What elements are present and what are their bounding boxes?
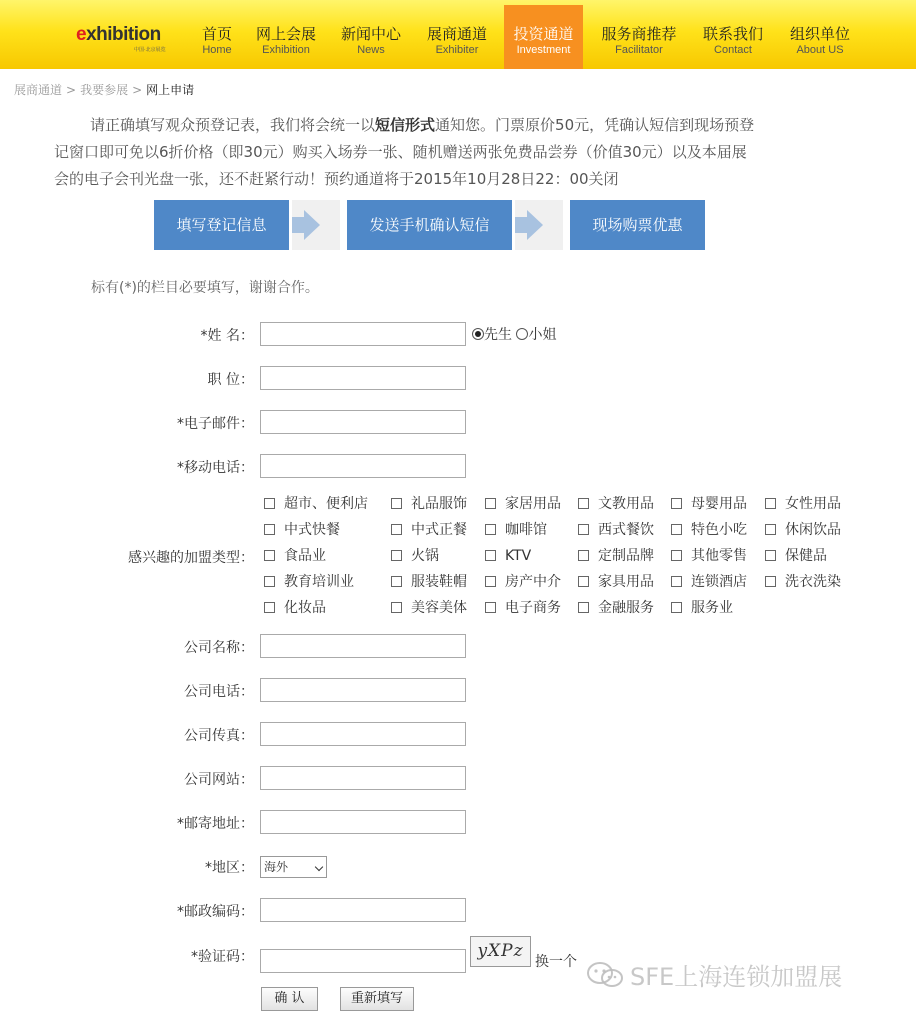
postcode-input[interactable] [260,898,466,922]
nav-news-en: News [357,44,385,56]
nav-exhibition-en: Exhibition [262,44,310,56]
interest-option[interactable]: 超市、便利店 [264,494,368,514]
intro-line-2: 记窗口即可免以6折价格（即30元）购买入场券一张、随机赠送两张免费品尝券（价值30元）以及本届展 [54,143,747,161]
radio-mr[interactable] [472,328,484,340]
checkbox[interactable] [578,524,589,535]
radio-ms-label: 小姐 [528,327,557,343]
interest-label: 感兴趣的加盟类型： [128,550,254,566]
nav-contact-label: 联系我们 [702,25,763,43]
interest-option[interactable]: 家居用品 [485,494,561,514]
region-label: *地区： [205,860,254,876]
company-phone-input[interactable] [260,678,466,702]
step-send-sms: 发送手机确认短信 [347,200,512,250]
interest-option[interactable]: 服务业 [671,598,733,618]
checkbox[interactable] [578,602,589,613]
interest-option[interactable]: 女性用品 [765,494,841,514]
company-phone-label: 公司电话： [184,684,254,700]
checkbox[interactable] [264,550,275,561]
logo-subtitle: 中国·北京展览 [134,47,166,53]
breadcrumb-current: 网上申请 [146,83,195,97]
nav-facilitator-en: Facilitator [615,44,663,56]
wechat-icon [586,961,624,989]
checkbox[interactable] [264,602,275,613]
interest-option[interactable]: 礼品服饰 [391,494,467,514]
captcha-refresh-link[interactable]: 换一个 [535,954,577,970]
interest-option[interactable]: 房产中介 [485,572,561,592]
nav-exhibiter-en: Exhibiter [435,44,479,56]
email-input[interactable] [260,410,466,434]
checkbox[interactable] [485,498,496,509]
required-note: 标有(*)的栏目必要填写，谢谢合作。 [91,280,319,296]
nav-home-label: 首页 [201,25,232,43]
checkbox[interactable] [391,524,402,535]
region-select-value: 海外 [264,860,289,874]
gender-radio-group [472,324,556,344]
checkbox[interactable] [765,524,776,535]
checkbox[interactable] [671,524,682,535]
breadcrumb-separator: > [132,83,143,97]
interest-option[interactable]: 其他零售 [671,546,747,566]
interest-option[interactable]: 保健品 [765,546,827,566]
breadcrumb-exhibiter[interactable]: 展商通道 [14,83,63,97]
nav-about-en: About US [796,44,844,56]
nav-investment[interactable] [504,5,583,69]
checkbox[interactable] [671,550,682,561]
nav-home-en: Home [202,44,232,56]
interest-option[interactable]: 连锁酒店 [671,572,747,592]
position-label: 职 位： [207,372,254,388]
radio-ms[interactable] [516,328,528,340]
interest-option[interactable]: 中式快餐 [264,520,340,540]
nav-contact[interactable] [697,5,769,69]
interest-option[interactable]: 母婴用品 [671,494,747,514]
postcode-label: *邮政编码： [177,904,254,920]
nav-home[interactable] [192,5,242,69]
interest-option[interactable]: 服装鞋帽 [391,572,467,592]
checkbox[interactable] [765,550,776,561]
address-input[interactable] [260,810,466,834]
interest-option[interactable]: 定制品牌 [578,546,654,566]
checkbox[interactable] [485,524,496,535]
site-header [0,0,916,69]
intro-text [54,112,804,193]
name-input[interactable] [260,322,466,346]
checkbox[interactable] [485,576,496,587]
checkbox[interactable] [578,576,589,587]
checkbox[interactable] [765,498,776,509]
checkbox[interactable] [391,602,402,613]
interest-option[interactable]: 洗衣洗染 [765,572,841,592]
step-fill-info: 填写登记信息 [154,200,289,250]
interest-option[interactable]: 文教用品 [578,494,654,514]
intro-line-3: 会的电子会刊光盘一张，还不赶紧行动！预约通道将于2015年10月28日22：00关闭 [54,170,619,188]
interest-option[interactable]: 美容美体 [391,598,467,618]
nav-exhibiter-label: 展商通道 [426,25,487,43]
checkbox[interactable] [264,524,275,535]
position-input[interactable] [260,366,466,390]
nav-contact-en: Contact [714,44,752,56]
nav-facilitator-label: 服务商推荐 [601,25,677,43]
checkbox[interactable] [671,498,682,509]
interest-option[interactable]: 休闲饮品 [765,520,841,540]
nav-investment-label: 投资通道 [513,25,574,43]
captcha-label: *验证码： [191,949,254,965]
region-select[interactable] [260,856,327,878]
interest-option[interactable]: 食品业 [264,546,326,566]
site-logo[interactable] [76,24,176,54]
breadcrumb [14,81,194,98]
nav-exhibition-label: 网上会展 [255,25,316,43]
captcha-input[interactable] [260,949,466,973]
checkbox[interactable] [264,576,275,587]
intro-line-1: 请正确填写观众预登记表，我们将会统一以短信形式通知您。门票原价50元，凭确认短信到现场预登 [90,116,755,134]
mobile-input[interactable] [260,454,466,478]
checkbox[interactable] [765,576,776,587]
nav-exhibiter[interactable] [421,5,493,69]
checkbox[interactable] [391,498,402,509]
nav-facilitator[interactable] [595,5,683,69]
email-label: *电子邮件： [177,416,254,432]
interest-option[interactable]: 火锅 [391,546,439,566]
checkbox[interactable] [671,576,682,587]
interest-option[interactable]: 电子商务 [485,598,561,618]
mobile-label: *移动电话： [177,460,254,476]
submit-button[interactable]: 确 认 [261,987,318,1011]
nav-investment-en: Investment [516,44,571,56]
nav-news-label: 新闻中心 [340,25,401,43]
checkbox[interactable] [391,576,402,587]
company-fax-input[interactable] [260,722,466,746]
interest-option[interactable]: 咖啡馆 [485,520,547,540]
interest-option[interactable]: 金融服务 [578,598,654,618]
interest-option[interactable]: 教育培训业 [264,572,354,592]
reset-button[interactable]: 重新填写 [340,987,414,1011]
chevron-down-icon [315,863,323,871]
breadcrumb-separator: > [66,83,77,97]
interest-option[interactable]: 中式正餐 [391,520,467,540]
company-name-label: 公司名称： [184,640,254,656]
step-arrow-icon [515,200,563,250]
captcha-image[interactable]: yXPz [470,936,531,967]
company-fax-label: 公司传真： [184,728,254,744]
nav-about-label: 组织单位 [789,25,850,43]
checkbox[interactable] [485,602,496,613]
step-arrow-icon [292,200,340,250]
interest-option[interactable]: 化妆品 [264,598,326,618]
nav-about[interactable] [784,5,856,69]
interest-option[interactable]: 特色小吃 [671,520,747,540]
company-name-input[interactable] [260,634,466,658]
breadcrumb-apply[interactable]: 我要参展 [80,83,129,97]
checkbox[interactable] [578,498,589,509]
company-website-input[interactable] [260,766,466,790]
logo-text: exhibition [76,24,161,45]
nav-news[interactable] [335,5,407,69]
checkbox[interactable] [264,498,275,509]
nav-exhibition[interactable] [250,5,322,69]
interest-option[interactable]: 家具用品 [578,572,654,592]
name-label: *姓 名： [200,328,254,344]
checkbox[interactable] [671,602,682,613]
step-onsite-discount: 现场购票优惠 [570,200,705,250]
address-label: *邮寄地址： [177,816,254,832]
company-website-label: 公司网站： [184,772,254,788]
checkbox[interactable] [485,550,496,561]
watermark-text: SFE上海连锁加盟展 [630,963,843,991]
checkbox[interactable] [391,550,402,561]
checkbox[interactable] [578,550,589,561]
interest-option[interactable]: 西式餐饮 [578,520,654,540]
radio-mr-label: 先生 [484,327,512,343]
interest-option[interactable]: KTV [485,546,531,566]
